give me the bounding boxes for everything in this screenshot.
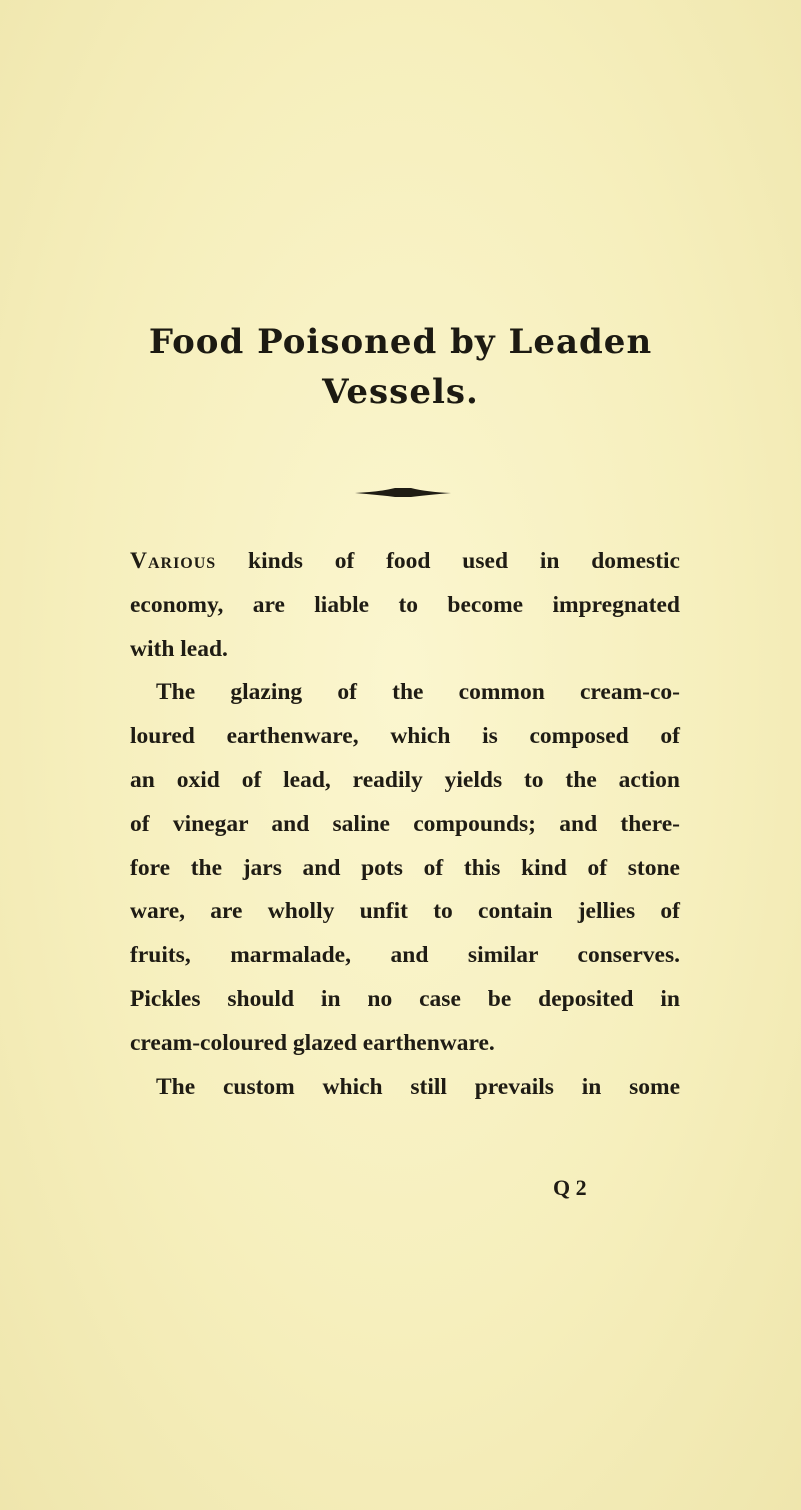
text-line: of vinegar and saline compounds; and there-	[130, 810, 680, 837]
text-line: an oxid of lead, readily yields to the action	[130, 766, 680, 793]
signature-mark: Q 2	[553, 1175, 587, 1200]
text-line: ware, are wholly unfit to contain jellies of	[130, 898, 680, 925]
text-line: Various kinds of food used in domestic	[130, 548, 680, 574]
text-line: fore the jars and pots of this kind of stone	[130, 854, 680, 881]
text-line: economy, are liable to become impregnated	[130, 591, 680, 618]
text-line: fruits, marmalade, and similar conserves.	[130, 942, 680, 969]
text-line: loured earthenware, which is composed of	[130, 723, 680, 750]
text-line: The glazing of the common cream-co-	[156, 679, 680, 706]
body-text	[130, 540, 680, 1109]
heading-line-2: Vessels.	[322, 372, 479, 412]
ornamental-rule	[355, 485, 451, 499]
heading-line-1: Food Poisoned by Leaden	[148, 322, 653, 362]
text-line: cream-coloured glazed earthenware.	[130, 1029, 495, 1056]
lead-word: Various	[130, 548, 217, 574]
text-line: Pickles should in no case be deposited in	[130, 985, 680, 1012]
text-line: with lead.	[130, 635, 228, 662]
text-line: The custom which still prevails in some	[156, 1073, 680, 1100]
